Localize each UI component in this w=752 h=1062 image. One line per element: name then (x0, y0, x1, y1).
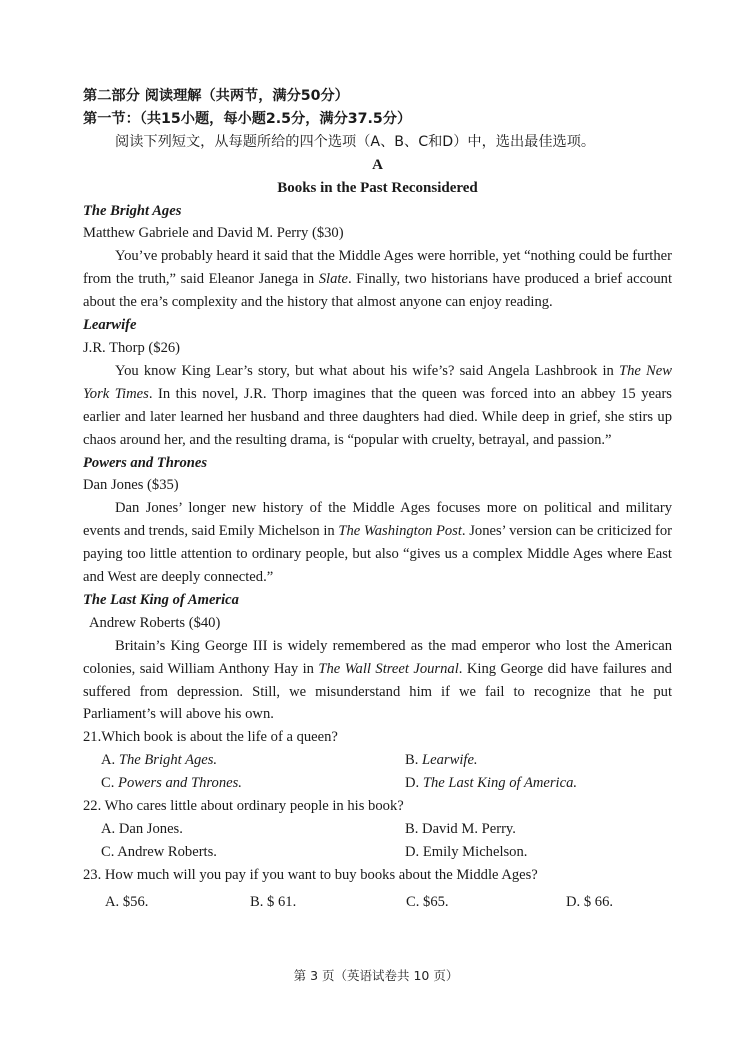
book-review: You know King Lear’s story, but what about his wife’s? said Angela Lashbrook in The New York Times. In this novel, J.R. Thorp imagines that the queen was forced into an abbey 15 years earlier and later learned her husband and three daughters had died. While deep in grief, she stirs up chaos around her, and the resulting drama, is “popular with cruelty, betrayal, and passion.” (83, 362, 673, 448)
question-stem: 21.Which book is about the life of a queen? (83, 729, 338, 746)
book-title: The Bright Ages (83, 202, 182, 219)
book-review: Britain’s King George III is widely remembered as the mad emperor who lost the American colonies, said William Anthony Hay in The Wall Street Journal. King George did have failures and suffered from depression. Still, we misunderstand him if we fail to recognize that he put Parliament’s will above his own. (83, 637, 672, 723)
book-title: Learwife (83, 317, 137, 334)
book-author: Dan Jones ($35) (83, 477, 179, 494)
section-heading: 第二部分 阅读理解（共两节，满分50分） (83, 88, 349, 104)
publication-name: Slate (318, 271, 348, 288)
book-author: Andrew Roberts ($40) (89, 614, 221, 631)
option-row (83, 772, 672, 795)
passage-title: Books in the Past Reconsidered (277, 179, 478, 196)
option-row (83, 818, 672, 841)
book-title: The Last King of America (83, 591, 239, 608)
section-subheading: 第一节：（共15小题，每小题2.5分，满分37.5分） (83, 110, 412, 127)
page-content (83, 85, 672, 914)
passage-letter: A (372, 156, 383, 173)
book-title: Powers and Thrones (83, 454, 208, 471)
option-b[interactable]: B. $ 61. (250, 893, 297, 910)
option-a[interactable]: A. The Bright Ages. (101, 752, 218, 769)
publication-name: The New York Times (83, 362, 673, 402)
option-b[interactable]: B. David M. Perry. (405, 820, 516, 837)
book-author: Matthew Gabriele and David M. Perry ($30) (83, 225, 344, 242)
option-row (83, 841, 672, 864)
page-footer: 第 3 页（英语试卷共 10 页） (293, 968, 459, 983)
question-stem: 23. How much will you pay if you want to buy books about the Middle Ages? (83, 866, 538, 883)
option-d[interactable]: D. Emily Michelson. (405, 843, 528, 860)
publication-name: The Washington Post (338, 523, 462, 540)
option-d[interactable]: D. The Last King of America. (405, 775, 578, 792)
option-a[interactable]: A. Dan Jones. (101, 820, 183, 837)
option-c[interactable]: C. Powers and Thrones. (101, 775, 242, 792)
option-c[interactable]: C. $65. (406, 893, 449, 910)
instruction: 阅读下列短文，从每题所给的四个选项（A、B、C和D）中，选出最佳选项。 (115, 133, 596, 150)
publication-name: The Wall Street Journal (318, 660, 459, 677)
option-c[interactable]: C. Andrew Roberts. (101, 843, 217, 860)
option-row (83, 891, 672, 914)
option-row (83, 749, 672, 772)
book-review: You’ve probably heard it said that the Middle Ages were horrible, yet “nothing could be further from the truth,” said Eleanor Janega in Slate. Finally, two historians have produced a brief account about the era’s complexity and the history that almost anyone can enjoy reading. (83, 248, 673, 311)
book-author: J.R. Thorp ($26) (83, 339, 181, 356)
option-a[interactable]: A. $56. (105, 893, 149, 910)
book-review: Dan Jones’ longer new history of the Middle Ages focuses more on political and military events and trends, said Emily Michelson in The Washington Post. Jones’ version can be criticized for paying too little attention to ordinary people, but also “gives us a complex Middle Ages where East and West are deeply connected.” (83, 500, 672, 586)
option-b[interactable]: B. Learwife. (405, 752, 478, 769)
option-d[interactable]: D. $ 66. (566, 893, 614, 910)
question-stem: 22. Who cares little about ordinary people in his book? (83, 798, 404, 815)
